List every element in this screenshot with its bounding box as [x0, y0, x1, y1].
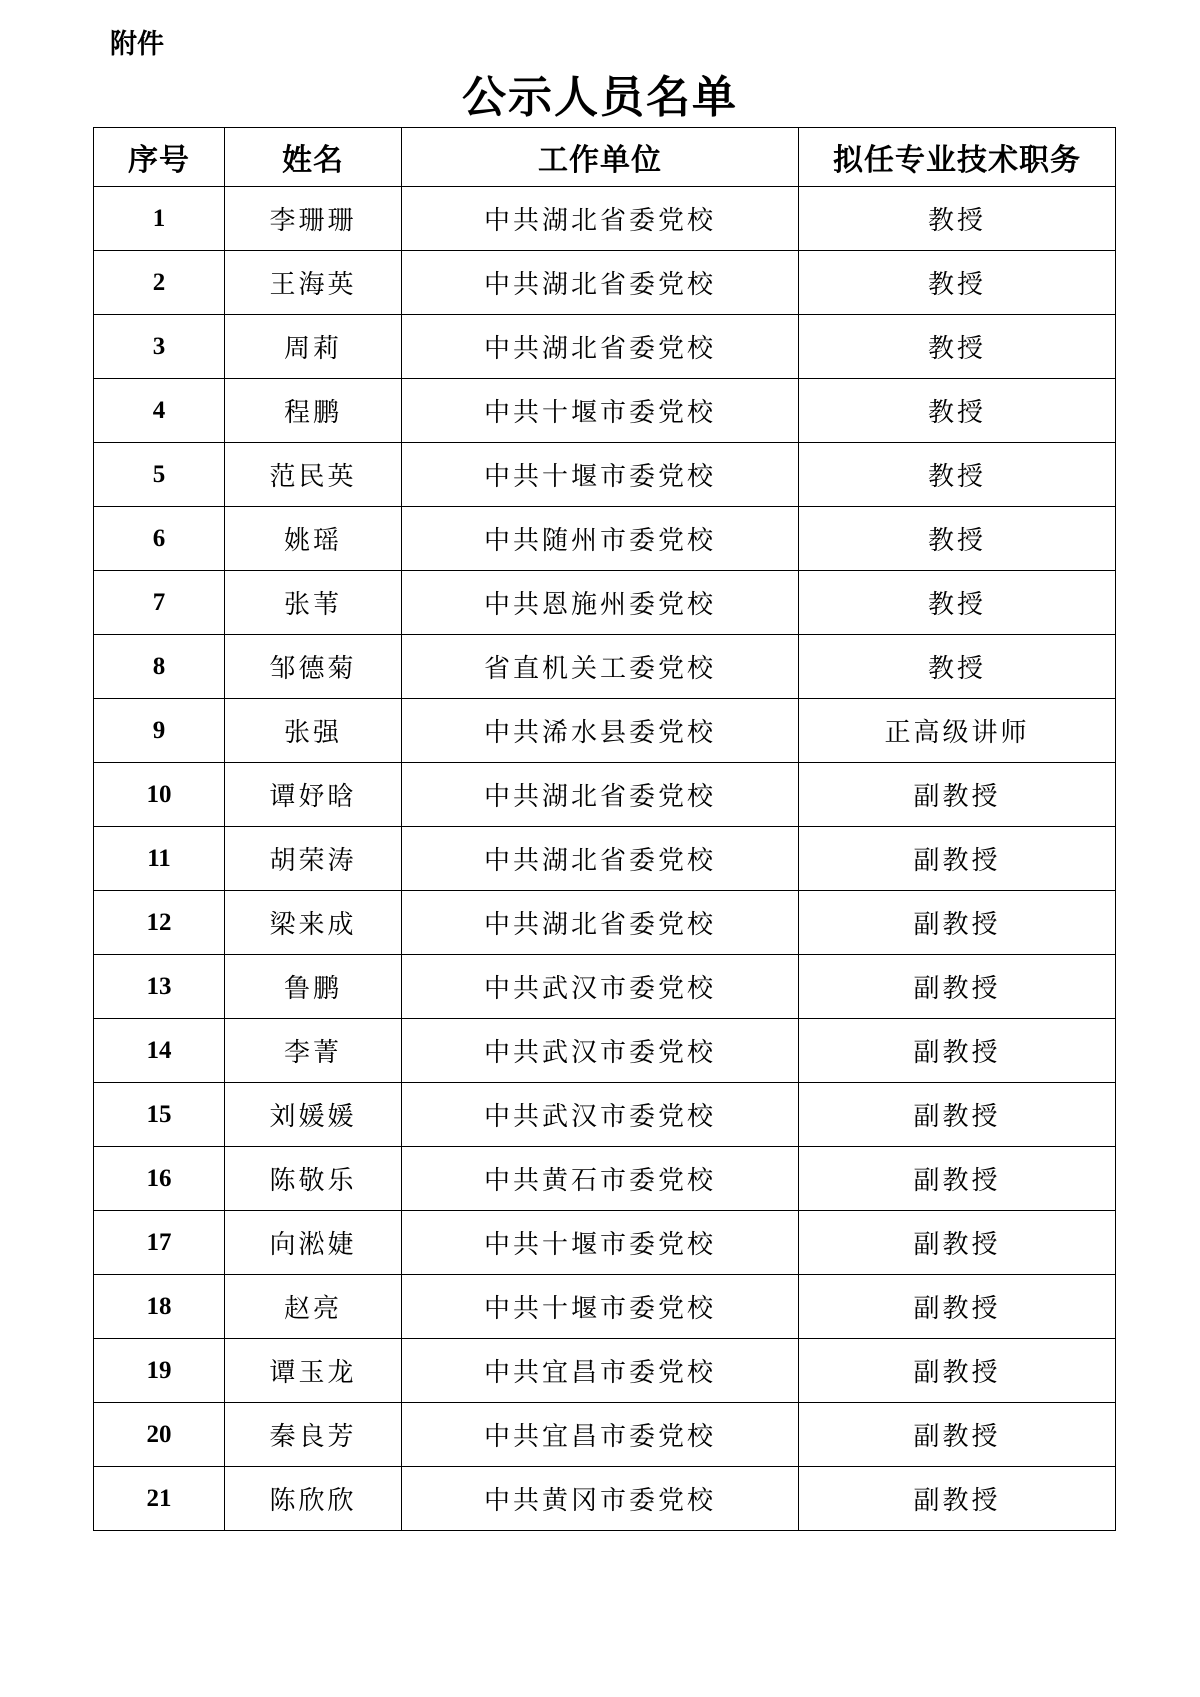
cell-name: 谭玉龙 — [225, 1339, 402, 1403]
cell-position: 正高级讲师 — [799, 699, 1116, 763]
cell-no: 1 — [94, 187, 225, 251]
header-name: 姓名 — [225, 128, 402, 187]
header-unit: 工作单位 — [402, 128, 799, 187]
cell-position: 副教授 — [799, 1275, 1116, 1339]
cell-name: 刘媛媛 — [225, 1083, 402, 1147]
cell-no: 3 — [94, 315, 225, 379]
cell-unit: 中共宜昌市委党校 — [402, 1339, 799, 1403]
cell-no: 15 — [94, 1083, 225, 1147]
cell-position: 副教授 — [799, 1083, 1116, 1147]
cell-unit: 中共随州市委党校 — [402, 507, 799, 571]
cell-name: 胡荣涛 — [225, 827, 402, 891]
cell-name: 张强 — [225, 699, 402, 763]
cell-position: 副教授 — [799, 891, 1116, 955]
cell-name: 程鹏 — [225, 379, 402, 443]
cell-name: 秦良芳 — [225, 1403, 402, 1467]
cell-name: 张苇 — [225, 571, 402, 635]
cell-unit: 中共湖北省委党校 — [402, 187, 799, 251]
cell-name: 鲁鹏 — [225, 955, 402, 1019]
cell-no: 11 — [94, 827, 225, 891]
roster-table — [93, 127, 1116, 1531]
table-row — [94, 1467, 1116, 1531]
table-row — [94, 763, 1116, 827]
table-row — [94, 827, 1116, 891]
cell-unit: 中共十堰市委党校 — [402, 1211, 799, 1275]
cell-name: 姚瑶 — [225, 507, 402, 571]
header-no: 序号 — [94, 128, 225, 187]
cell-position: 教授 — [799, 251, 1116, 315]
cell-position: 副教授 — [799, 1339, 1116, 1403]
cell-no: 7 — [94, 571, 225, 635]
table-row — [94, 1083, 1116, 1147]
table-row — [94, 699, 1116, 763]
cell-name: 范民英 — [225, 443, 402, 507]
cell-no: 10 — [94, 763, 225, 827]
cell-position: 副教授 — [799, 827, 1116, 891]
table-header-row — [94, 128, 1116, 187]
cell-unit: 中共十堰市委党校 — [402, 379, 799, 443]
cell-position: 副教授 — [799, 1147, 1116, 1211]
header-position: 拟任专业技术职务 — [799, 128, 1116, 187]
cell-unit: 中共湖北省委党校 — [402, 251, 799, 315]
table-row — [94, 315, 1116, 379]
table-row — [94, 251, 1116, 315]
table-row — [94, 891, 1116, 955]
cell-name: 李珊珊 — [225, 187, 402, 251]
cell-position: 教授 — [799, 187, 1116, 251]
cell-no: 20 — [94, 1403, 225, 1467]
cell-position: 副教授 — [799, 1403, 1116, 1467]
cell-name: 谭妤晗 — [225, 763, 402, 827]
cell-no: 14 — [94, 1019, 225, 1083]
cell-no: 6 — [94, 507, 225, 571]
cell-no: 17 — [94, 1211, 225, 1275]
cell-unit: 中共武汉市委党校 — [402, 1083, 799, 1147]
table-row — [94, 1275, 1116, 1339]
page-title: 公示人员名单 — [462, 72, 738, 123]
cell-name: 赵亮 — [225, 1275, 402, 1339]
cell-no: 8 — [94, 635, 225, 699]
cell-position: 教授 — [799, 443, 1116, 507]
attachment-label: 附件 — [110, 29, 164, 60]
cell-position: 副教授 — [799, 1019, 1116, 1083]
table-row — [94, 1339, 1116, 1403]
cell-no: 5 — [94, 443, 225, 507]
table-row — [94, 571, 1116, 635]
cell-no: 12 — [94, 891, 225, 955]
cell-no: 19 — [94, 1339, 225, 1403]
cell-unit: 中共武汉市委党校 — [402, 1019, 799, 1083]
table-row — [94, 187, 1116, 251]
table-row — [94, 507, 1116, 571]
cell-unit: 中共宜昌市委党校 — [402, 1403, 799, 1467]
cell-name: 周莉 — [225, 315, 402, 379]
cell-name: 李菁 — [225, 1019, 402, 1083]
cell-position: 教授 — [799, 507, 1116, 571]
cell-unit: 中共黄冈市委党校 — [402, 1467, 799, 1531]
cell-unit: 中共黄石市委党校 — [402, 1147, 799, 1211]
cell-position: 副教授 — [799, 1467, 1116, 1531]
table-row — [94, 443, 1116, 507]
table-row — [94, 1147, 1116, 1211]
cell-unit: 中共湖北省委党校 — [402, 763, 799, 827]
cell-unit: 中共湖北省委党校 — [402, 891, 799, 955]
cell-unit: 中共湖北省委党校 — [402, 827, 799, 891]
table-row — [94, 1211, 1116, 1275]
cell-name: 陈敬乐 — [225, 1147, 402, 1211]
table-row — [94, 1403, 1116, 1467]
cell-position: 副教授 — [799, 955, 1116, 1019]
cell-unit: 中共十堰市委党校 — [402, 1275, 799, 1339]
cell-name: 梁来成 — [225, 891, 402, 955]
cell-position: 副教授 — [799, 1211, 1116, 1275]
cell-no: 16 — [94, 1147, 225, 1211]
cell-unit: 中共十堰市委党校 — [402, 443, 799, 507]
cell-unit: 中共武汉市委党校 — [402, 955, 799, 1019]
cell-no: 21 — [94, 1467, 225, 1531]
table-row — [94, 1019, 1116, 1083]
cell-position: 教授 — [799, 315, 1116, 379]
cell-no: 13 — [94, 955, 225, 1019]
cell-no: 18 — [94, 1275, 225, 1339]
cell-position: 副教授 — [799, 763, 1116, 827]
cell-name: 陈欣欣 — [225, 1467, 402, 1531]
cell-position: 教授 — [799, 571, 1116, 635]
cell-name: 王海英 — [225, 251, 402, 315]
cell-no: 4 — [94, 379, 225, 443]
cell-name: 邹德菊 — [225, 635, 402, 699]
table-body — [94, 187, 1116, 1531]
cell-unit: 中共湖北省委党校 — [402, 315, 799, 379]
cell-position: 教授 — [799, 379, 1116, 443]
cell-no: 9 — [94, 699, 225, 763]
cell-unit: 中共浠水县委党校 — [402, 699, 799, 763]
cell-unit: 省直机关工委党校 — [402, 635, 799, 699]
table-row — [94, 635, 1116, 699]
cell-unit: 中共恩施州委党校 — [402, 571, 799, 635]
cell-position: 教授 — [799, 635, 1116, 699]
cell-name: 向淞婕 — [225, 1211, 402, 1275]
cell-no: 2 — [94, 251, 225, 315]
table-row — [94, 379, 1116, 443]
table-row — [94, 955, 1116, 1019]
